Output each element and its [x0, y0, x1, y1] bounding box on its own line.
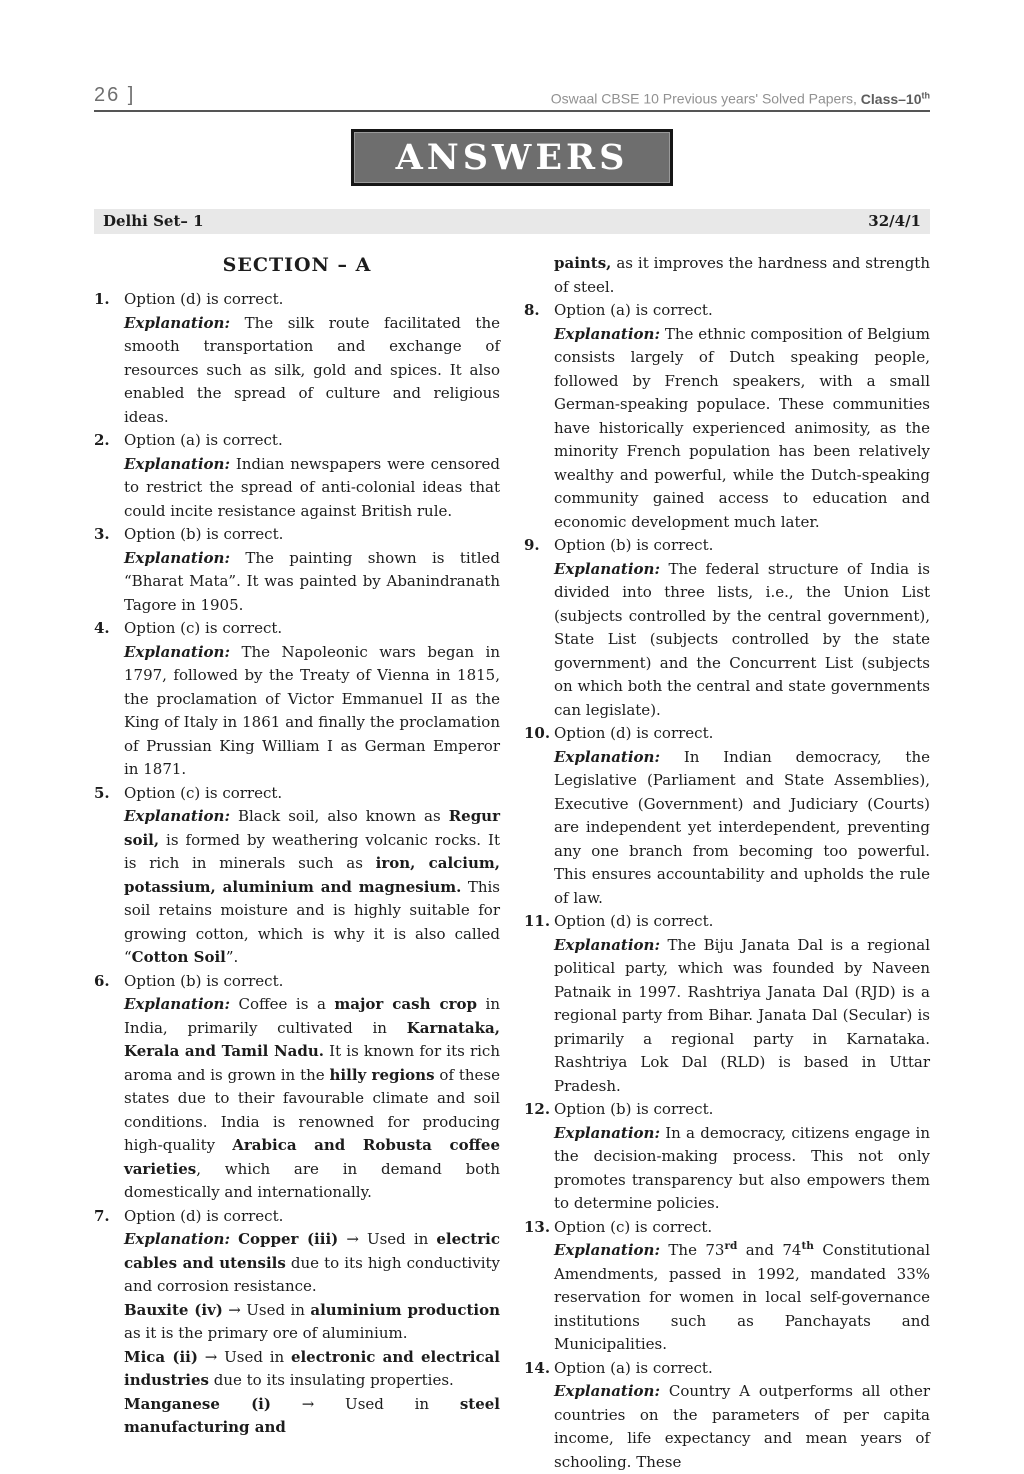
answer-item	[94, 523, 500, 617]
answer-body	[554, 910, 930, 1098]
answer-item	[94, 617, 500, 782]
right-column	[524, 252, 930, 1474]
explanation-paragraph: Explanation: In a democracy, citizens engage in the decision-making process. This not only promotes transparency but also empowers them to determine policies.	[554, 1122, 930, 1216]
running-title	[551, 90, 930, 107]
answers-left	[94, 288, 500, 1440]
answer-item	[524, 1216, 930, 1357]
answer-item	[94, 288, 500, 429]
explanation-paragraph: Explanation: The painting shown is titled “Bharat Mata”. It was painted by Abanindranath Tagore in 1905.	[124, 547, 500, 618]
answer-body	[554, 1216, 930, 1357]
answer-number: 5.	[94, 782, 124, 970]
explanation-paragraph: Explanation: The Napoleonic wars began in 1797, followed by the Treaty of Vienna in 1815, the proclamation of Victor Emmanuel II as the King of Italy in 1861 and finally the proclamation of Prussian King William I as German Emperor in 1871.	[124, 641, 500, 782]
option-line: Option (c) is correct.	[124, 617, 500, 641]
option-line: Option (c) is correct.	[124, 782, 500, 806]
answer-item	[524, 534, 930, 722]
answer-number: 4.	[94, 617, 124, 782]
answer-body	[554, 1357, 930, 1474]
answer-number: 8.	[524, 299, 554, 534]
explanation-paragraph: Mica (ii) → Used in electronic and electrical industries due to its insulating properties.	[124, 1346, 500, 1393]
explanation-paragraph: Explanation: In Indian democracy, the Legislative (Parliament and State Assemblies), Executive (Government) and Judiciary (Courts) are independent yet interdependent, preventing any one branch from becoming too powerful. This ensures accountability and upholds the rule of law.	[554, 746, 930, 911]
explanation-paragraph: Explanation: Black soil, also known as Regur soil, is formed by weathering volcanic rocks. It is rich in minerals such as iron, calcium, potassium, aluminium and magnesium. This soil retains moisture and is highly suitable for growing cotton, which is why it is also called “Cotton Soil”.	[124, 805, 500, 970]
running-title-text: Oswaal CBSE 10 Previous years' Solved Papers,	[551, 91, 861, 107]
option-line: Option (a) is correct.	[124, 429, 500, 453]
answer-item	[94, 782, 500, 970]
answer-body	[124, 782, 500, 970]
answer-body	[554, 299, 930, 534]
answer-item	[524, 910, 930, 1098]
option-line: Option (d) is correct.	[554, 910, 930, 934]
answer-item	[524, 722, 930, 910]
option-line: Option (d) is correct.	[554, 722, 930, 746]
set-code: 32/4/1	[868, 212, 921, 230]
answer-body	[554, 1098, 930, 1216]
answer-number: 13.	[524, 1216, 554, 1357]
answer-item	[94, 429, 500, 523]
two-column-layout	[94, 252, 930, 1474]
option-line: Option (b) is correct.	[554, 534, 930, 558]
explanation-paragraph: Explanation: Coffee is a major cash crop in India, primarily cultivated in Karnataka, Kerala and Tamil Nadu. It is known for its rich aroma and is grown in the hilly regions of these states due to their favourable climate and soil conditions. India is renowned for producing high-quality Arabica and Robusta coffee varieties, which are in demand both domestically and internationally.	[124, 993, 500, 1205]
running-title-class: Class–10th	[861, 91, 930, 107]
set-bar	[94, 209, 930, 234]
answers-title: ANSWERS	[396, 137, 629, 178]
option-line: Option (b) is correct.	[554, 1098, 930, 1122]
explanation-paragraph: Explanation: Indian newspapers were censored to restrict the spread of anti-colonial ideas that could incite resistance against British rule.	[124, 453, 500, 524]
left-column	[94, 252, 500, 1474]
explanation-paragraph: Explanation: The 73rd and 74th Constitutional Amendments, passed in 1992, mandated 33% reservation for women in local self-governance institutions such as Panchayats and Municipalities.	[554, 1239, 930, 1357]
running-title-superscript: th	[922, 90, 931, 100]
answer-number: 1.	[94, 288, 124, 429]
answer-body	[554, 534, 930, 722]
answer-number: 12.	[524, 1098, 554, 1216]
answer-body	[124, 970, 500, 1205]
answer-body	[554, 722, 930, 910]
answer-number: 7.	[94, 1205, 124, 1440]
answer-item	[524, 1098, 930, 1216]
answer-number: 10.	[524, 722, 554, 910]
set-name: Delhi Set– 1	[103, 212, 204, 230]
section-heading: SECTION – A	[94, 254, 500, 276]
answer-body	[124, 523, 500, 617]
answer-body	[124, 1205, 500, 1440]
option-line: Option (b) is correct.	[124, 523, 500, 547]
page-number: 26 ]	[94, 84, 135, 107]
answer-body	[124, 429, 500, 523]
answer-number: 11.	[524, 910, 554, 1098]
option-line: Option (b) is correct.	[124, 970, 500, 994]
option-line: Option (d) is correct.	[124, 288, 500, 312]
answer-item	[524, 1357, 930, 1474]
option-line: Option (a) is correct.	[554, 1357, 930, 1381]
option-line: Option (a) is correct.	[554, 299, 930, 323]
explanation-paragraph: Explanation: Country A outperforms all other countries on the parameters of per capita income, life expectancy and mean years of schooling. These	[554, 1380, 930, 1474]
explanation-paragraph: Bauxite (iv) → Used in aluminium production as it is the primary ore of aluminium.	[124, 1299, 500, 1346]
option-line: Option (c) is correct.	[554, 1216, 930, 1240]
explanation-paragraph: Explanation: Copper (iii) → Used in electric cables and utensils due to its high conductivity and corrosion resistance.	[124, 1228, 500, 1299]
explanation-paragraph: Explanation: The ethnic composition of Belgium consists largely of Dutch speaking people, followed by French speakers, with a small German-speaking populace. These communities have historically experienced animosity, as the minority French population has been relatively wealthy and powerful, while the Dutch-speaking community gained access to education and economic development much later.	[554, 323, 930, 535]
answer-number: 2.	[94, 429, 124, 523]
answer-body	[124, 288, 500, 429]
continuation-paragraph: paints, as it improves the hardness and strength of steel.	[554, 252, 930, 299]
answer-number: 3.	[94, 523, 124, 617]
explanation-paragraph: Explanation: The silk route facilitated the smooth transportation and exchange of resources such as silk, gold and spices. It also enabled the spread of culture and religious ideas.	[124, 312, 500, 430]
answer-item	[94, 1205, 500, 1440]
page-header	[94, 84, 930, 112]
answer-number: 14.	[524, 1357, 554, 1474]
explanation-paragraph: Manganese (i) → Used in steel manufacturing and	[124, 1393, 500, 1440]
answer-body	[124, 617, 500, 782]
explanation-paragraph: Explanation: The Biju Janata Dal is a regional political party, which was founded by Naveen Patnaik in 1997. Rashtriya Janata Dal (RJD) is a regional party from Bihar. Janata Dal (Secular) is primarily a regional party in Karnataka. Rashtriya Lok Dal (RLD) is based in Uttar Pradesh.	[554, 934, 930, 1099]
answers-banner	[351, 129, 673, 186]
option-line: Option (d) is correct.	[124, 1205, 500, 1229]
answer-item	[524, 299, 930, 534]
answers-right	[524, 299, 930, 1474]
explanation-paragraph: Explanation: The federal structure of India is divided into three lists, i.e., the Union List (subjects controlled by the central government), State List (subjects controlled by the state government) and the Concurrent List (subjects on which both the central and state governments can legislate).	[554, 558, 930, 723]
answer-number: 9.	[524, 534, 554, 722]
answer-item	[94, 970, 500, 1205]
answer-number: 6.	[94, 970, 124, 1205]
